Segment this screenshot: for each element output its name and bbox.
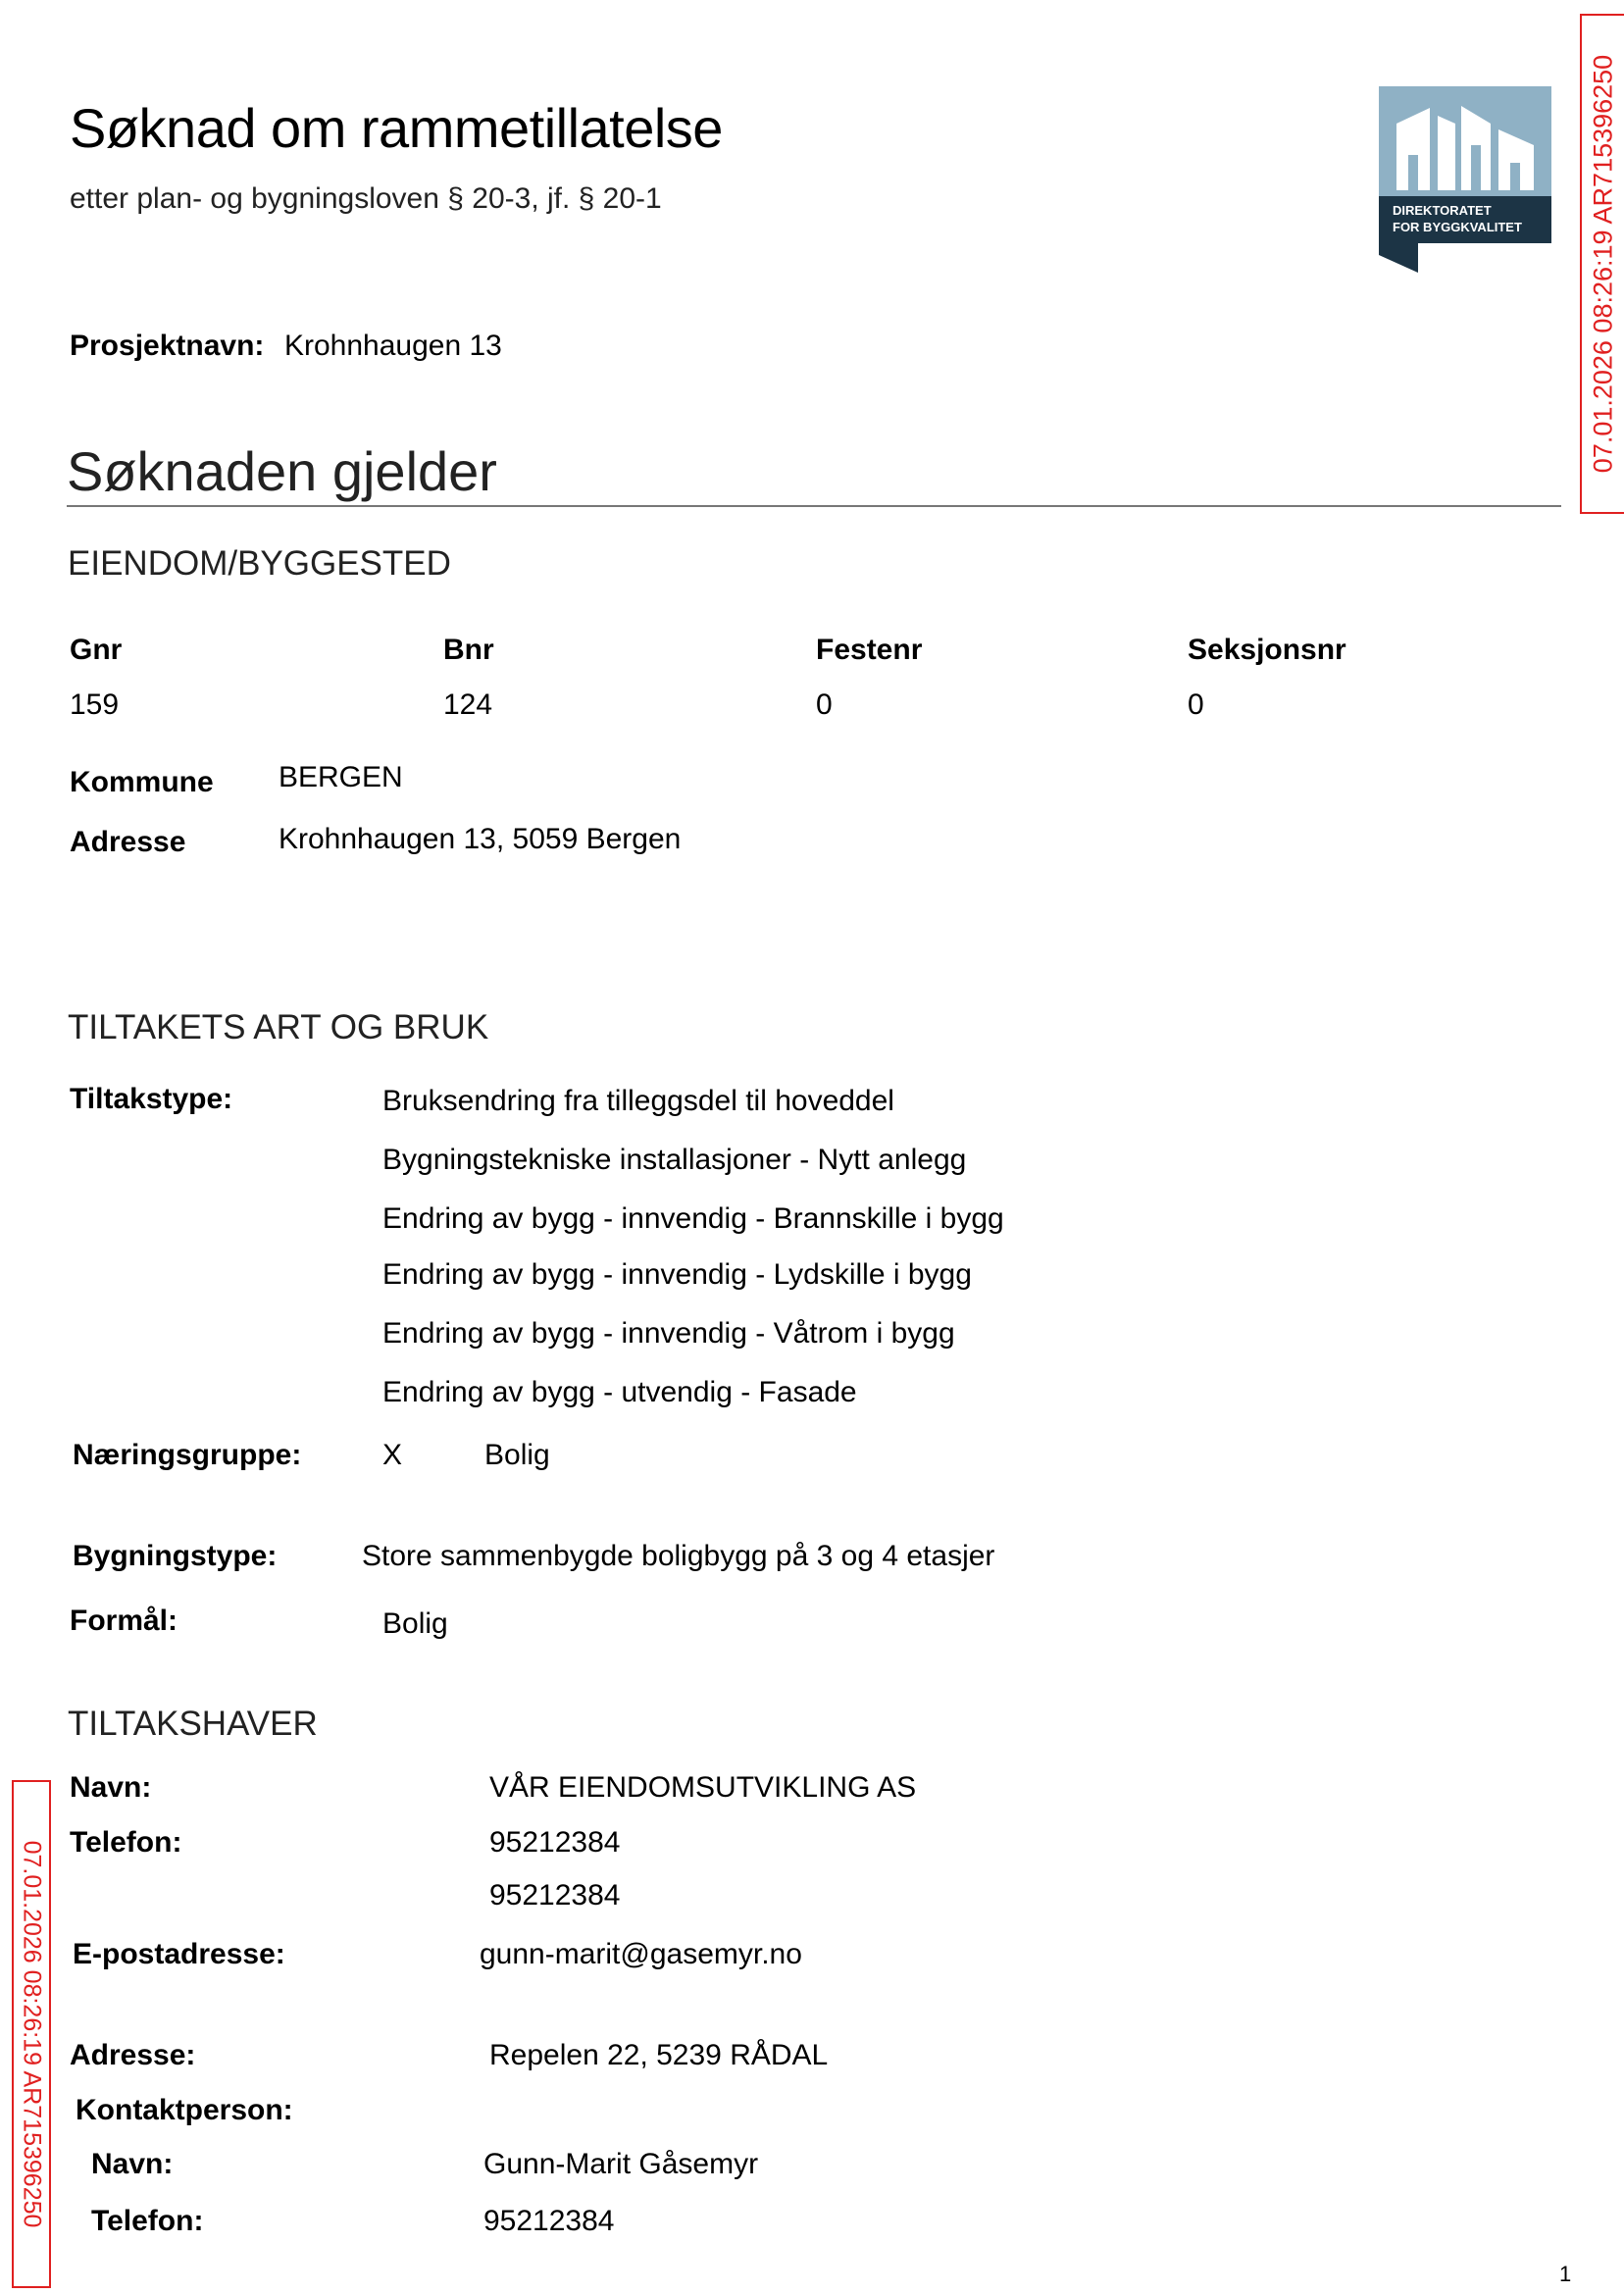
tiltakshaver-telefon-label: Telefon:	[70, 1826, 182, 1859]
adresse-label: Adresse	[70, 826, 186, 858]
tiltakshaver-telefon-value: 95212384	[489, 1826, 621, 1859]
kontaktperson-navn-label: Navn:	[91, 2148, 174, 2180]
seksjonsnr-value: 0	[1188, 688, 1204, 721]
kommune-value: BERGEN	[279, 761, 403, 793]
receipt-stamp-right-text: 07.01.2026 08:26:19 AR715396250	[1588, 54, 1618, 474]
seksjonsnr-label: Seksjonsnr	[1188, 634, 1346, 666]
tiltakshaver-telefon-value-2: 95212384	[489, 1879, 621, 1912]
project-name-value: Krohnhaugen 13	[284, 330, 502, 362]
festenr-label: Festenr	[816, 634, 923, 666]
tiltakstype-item: Endring av bygg - utvendig - Fasade	[382, 1376, 857, 1408]
receipt-stamp-right	[1580, 14, 1624, 514]
receipt-stamp-left-text: 07.01.2026 08:26:19 AR715396250	[18, 1840, 46, 2228]
naeringsgruppe-value: Bolig	[484, 1439, 550, 1471]
tiltakshaver-epost-label: E-postadresse:	[73, 1938, 285, 1970]
document-title: Søknad om rammetillatelse	[70, 97, 723, 159]
gnr-label: Gnr	[70, 634, 123, 666]
tiltakstype-label: Tiltakstype:	[70, 1083, 233, 1115]
bnr-label: Bnr	[443, 634, 494, 666]
kontaktperson-navn-value: Gunn-Marit Gåsemyr	[483, 2148, 759, 2180]
section-heading-soknaden: Søknaden gjelder	[67, 440, 497, 502]
tiltakshaver-adresse-label: Adresse:	[70, 2039, 196, 2071]
logo-line2: FOR BYGGKVALITET	[1393, 220, 1522, 234]
section-divider	[67, 505, 1561, 507]
naeringsgruppe-code: X	[382, 1439, 403, 1471]
festenr-value: 0	[816, 688, 833, 721]
formal-label: Formål:	[70, 1605, 178, 1637]
kontaktperson-label: Kontaktperson:	[76, 2094, 293, 2126]
bnr-value: 124	[443, 688, 493, 721]
tiltakstype-item: Endring av bygg - innvendig - Våtrom i bygg	[382, 1317, 955, 1350]
bygningstype-label: Bygningstype:	[73, 1540, 278, 1572]
adresse-value: Krohnhaugen 13, 5059 Bergen	[279, 823, 682, 855]
tiltakstype-item: Endring av bygg - innvendig - Brannskille i bygg	[382, 1202, 1004, 1235]
kommune-label: Kommune	[70, 766, 214, 798]
tiltak-heading: TILTAKETS ART OG BRUK	[68, 1008, 489, 1046]
bygningstype-value: Store sammenbygde boligbygg på 3 og 4 etasjer	[362, 1540, 995, 1572]
tiltakstype-item: Bygningstekniske installasjoner - Nytt anlegg	[382, 1144, 967, 1176]
tiltakshaver-epost-value: gunn-marit@gasemyr.no	[480, 1938, 802, 1970]
tiltakshaver-adresse-value: Repelen 22, 5239 RÅDAL	[489, 2039, 829, 2071]
document-subtitle: etter plan- og bygningsloven § 20-3, jf. § 20-1	[70, 182, 662, 215]
dibk-logo	[1379, 86, 1551, 273]
tiltakshaver-heading: TILTAKSHAVER	[68, 1705, 318, 1743]
tiltakshaver-navn-value: VÅR EIENDOMSUTVIKLING AS	[489, 1771, 917, 1804]
project-name-label: Prosjektnavn:	[70, 330, 265, 362]
gnr-value: 159	[70, 688, 120, 721]
kontaktperson-telefon-label: Telefon:	[91, 2205, 204, 2237]
property-heading: EIENDOM/BYGGESTED	[68, 544, 451, 583]
tiltakstype-item: Bruksendring fra tilleggsdel til hoveddel	[382, 1085, 894, 1117]
page-number: 1	[1559, 2262, 1572, 2286]
receipt-stamp-left	[12, 1780, 51, 2288]
logo-line1: DIREKTORATET	[1393, 203, 1492, 218]
kontaktperson-telefon-value: 95212384	[483, 2205, 615, 2237]
tiltakshaver-navn-label: Navn:	[70, 1771, 152, 1804]
tiltakstype-item: Endring av bygg - innvendig - Lydskille i bygg	[382, 1258, 972, 1291]
naeringsgruppe-label: Næringsgruppe:	[73, 1439, 302, 1471]
formal-value: Bolig	[382, 1607, 448, 1640]
